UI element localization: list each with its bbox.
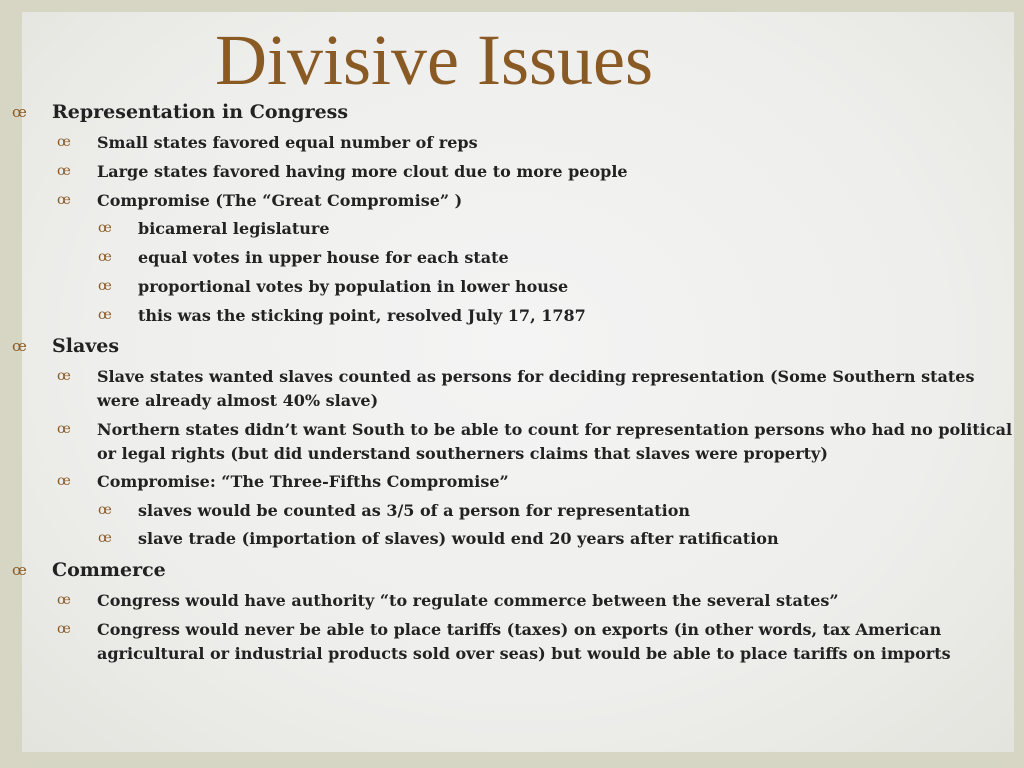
- bullet-icon: œ: [98, 530, 112, 546]
- bullet-icon: œ: [98, 249, 112, 265]
- sub-list-item-text: equal votes in upper house for each state: [138, 248, 509, 267]
- sub-list-item: [98, 499, 1008, 523]
- bullet-icon: œ: [57, 192, 71, 208]
- bullet-icon: œ: [57, 163, 71, 179]
- bullet-icon: œ: [57, 473, 71, 489]
- sub-list-item: [98, 304, 1008, 328]
- sub-list-item: [98, 217, 1008, 241]
- section-label: Slaves: [52, 335, 120, 357]
- sub-list-item: [98, 246, 1008, 270]
- list-item: [57, 618, 1013, 666]
- bullet-icon: œ: [98, 307, 112, 323]
- list-item-text: Slave states wanted slaves counted as persons for deciding representation (Some Southern states were already almost 40% slave): [97, 367, 975, 410]
- section-label: Representation in Congress: [52, 101, 349, 123]
- sub-list-item-text: proportional votes by population in lower house: [138, 277, 569, 296]
- list-item: [57, 470, 1013, 494]
- list-item-text: Northern states didn’t want South to be able to count for representation persons who had no political or legal rights (but did understand southerners claims that slaves were property): [97, 420, 1013, 463]
- sub-list-item-text: bicameral legislature: [138, 219, 330, 238]
- list-item: [57, 189, 1013, 213]
- sub-list-item: [98, 527, 1008, 551]
- list-item-text: Compromise: “The Three-Fifths Compromise”: [97, 472, 509, 491]
- section-heading-commerce: [12, 559, 166, 581]
- bullet-icon: œ: [57, 621, 71, 637]
- sub-list-item-text: slave trade (importation of slaves) would end 20 years after ratification: [138, 529, 779, 548]
- slide-title: Divisive Issues: [215, 20, 653, 100]
- list-item: [57, 589, 1013, 613]
- bullet-icon: œ: [98, 220, 112, 236]
- list-item-text: Large states favored having more clout due to more people: [97, 162, 628, 181]
- bullet-icon: œ: [57, 592, 71, 608]
- list-item: [57, 418, 1013, 466]
- bullet-icon: œ: [12, 561, 27, 579]
- section-heading-representation: [12, 101, 349, 123]
- bullet-icon: œ: [12, 103, 27, 121]
- list-item-text: Small states favored equal number of reps: [97, 133, 478, 152]
- bullet-icon: œ: [57, 134, 71, 150]
- bullet-icon: œ: [98, 278, 112, 294]
- list-item-text: Congress would never be able to place tariffs (taxes) on exports (in other words, tax American agricultural or industrial products sold over seas) but would be able to place tariffs on imports: [97, 620, 951, 663]
- sub-list-item: [98, 275, 1008, 299]
- sub-list-item-text: slaves would be counted as 3/5 of a person for representation: [138, 501, 691, 520]
- list-item-text: Compromise (The “Great Compromise” ): [97, 191, 463, 210]
- sub-list-item-text: this was the sticking point, resolved July 17, 1787: [138, 306, 586, 325]
- list-item: [57, 365, 1013, 413]
- bullet-icon: œ: [12, 337, 27, 355]
- section-heading-slaves: [12, 335, 120, 357]
- list-item: [57, 160, 1013, 184]
- bullet-icon: œ: [57, 368, 71, 384]
- list-item-text: Congress would have authority “to regulate commerce between the several states”: [97, 591, 839, 610]
- bullet-icon: œ: [57, 421, 71, 437]
- section-label: Commerce: [52, 559, 166, 581]
- bullet-icon: œ: [98, 502, 112, 518]
- list-item: [57, 131, 1013, 155]
